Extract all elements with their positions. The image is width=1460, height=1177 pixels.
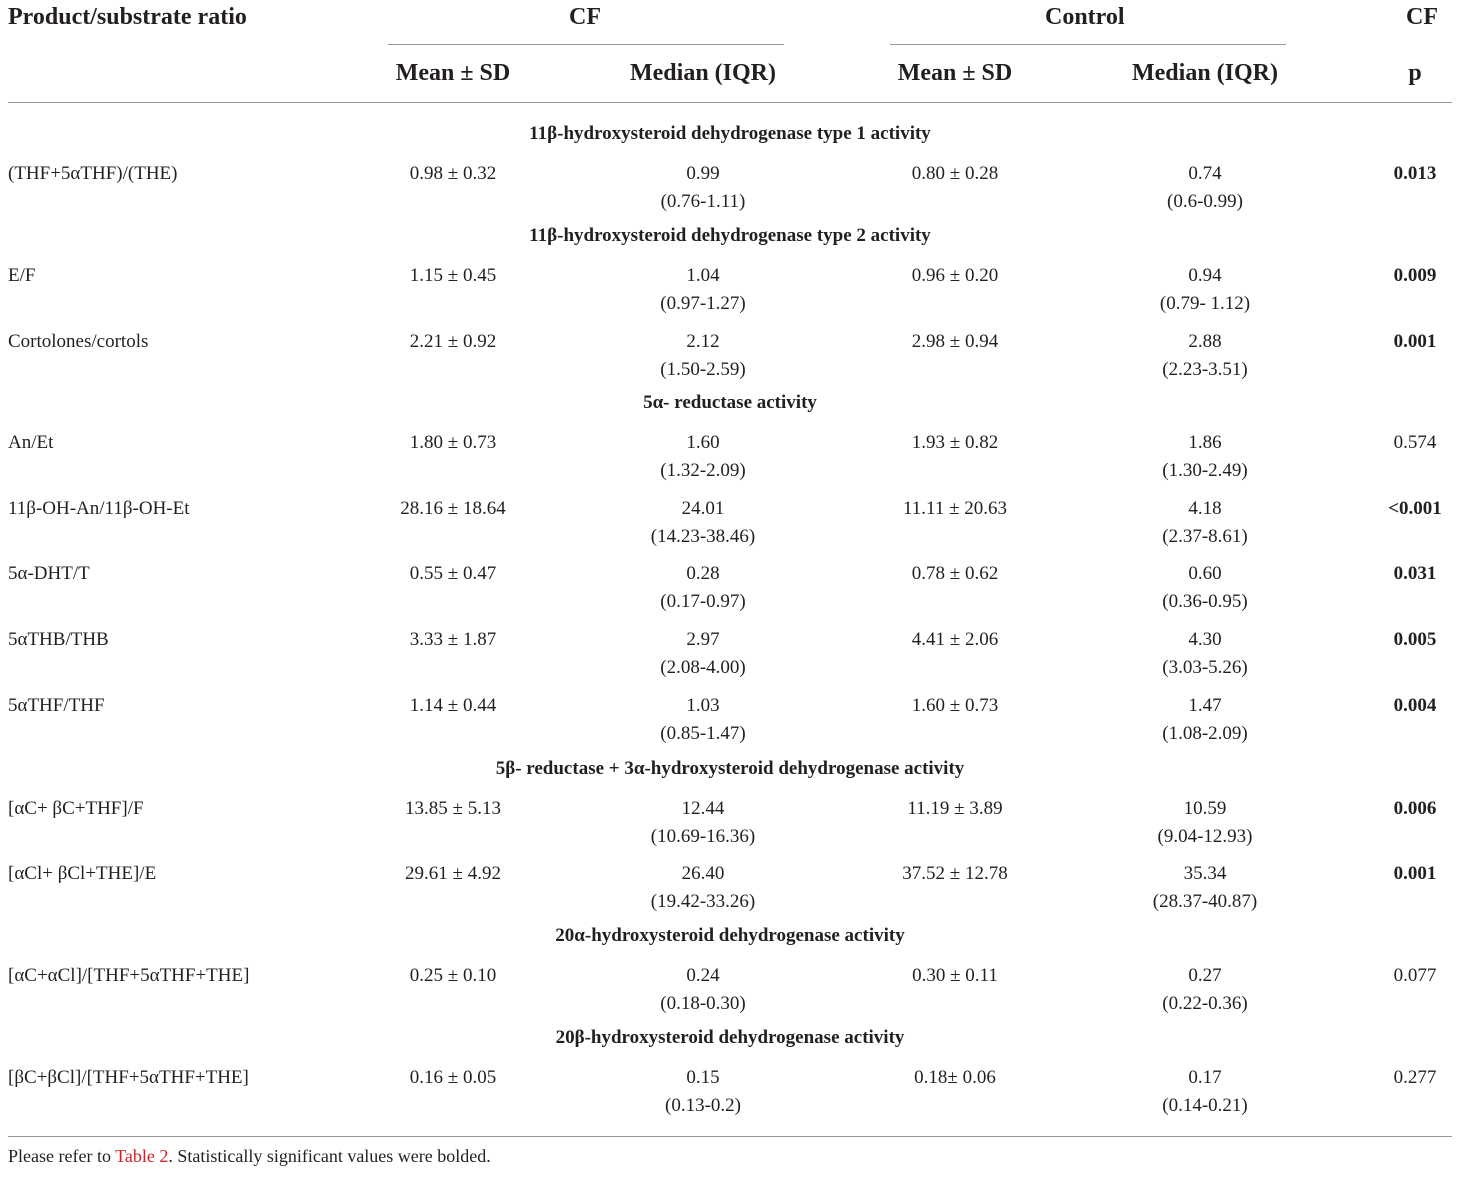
cell-text: 11β-OH-An/11β-OH-Et	[8, 498, 190, 519]
ratio-cell	[8, 626, 348, 654]
table-row	[8, 495, 1452, 557]
control-median-cell	[1120, 495, 1290, 551]
cell-text: 0.78 ± 0.62	[911, 563, 999, 584]
cell-text: 0.27	[1188, 965, 1222, 986]
cell-text: 11.19 ± 3.89	[907, 798, 1003, 819]
table-row	[8, 429, 1452, 491]
cf-median-cell	[618, 626, 788, 682]
cell-text: E/F	[8, 265, 36, 286]
p-value: 0.013	[1393, 163, 1437, 184]
ratio-cell	[8, 560, 348, 588]
ratio-cell	[8, 495, 348, 523]
cf-mean-cell	[376, 560, 530, 588]
cell-text: 5α-DHT/T	[8, 563, 90, 584]
iqr-text: (10.69-16.36)	[650, 826, 756, 847]
p-value-cell	[1378, 1064, 1452, 1092]
p-value-cell	[1378, 560, 1452, 588]
control-mean-cell	[878, 860, 1032, 888]
p-value-cell	[1378, 495, 1452, 523]
cell-text: 4.41 ± 2.06	[911, 629, 999, 650]
cell-text: [βC+βCl]/[THF+5αTHF+THE]	[8, 1067, 249, 1088]
section-heading: 11β-hydroxysteroid dehydrogenase type 2 activity	[529, 225, 931, 246]
iqr-text: (0.13-0.2)	[665, 1095, 741, 1116]
cf-median-cell	[618, 262, 788, 318]
cell-text: 0.16 ± 0.05	[409, 1067, 497, 1088]
iqr-text: (0.79- 1.12)	[1159, 293, 1251, 314]
cell-text: 4.18	[1188, 498, 1222, 519]
p-value: 0.001	[1393, 863, 1437, 884]
cell-text: 0.55 ± 0.47	[409, 563, 497, 584]
control-mean-cell	[878, 560, 1032, 588]
header-group-cf: CF	[569, 4, 601, 30]
iqr-text: (1.32-2.09)	[660, 460, 746, 481]
cell-text: 2.97	[686, 629, 720, 650]
cell-text: 0.25 ± 0.10	[409, 965, 497, 986]
p-value: 0.005	[1393, 629, 1437, 650]
cell-text: 24.01	[681, 498, 725, 519]
cell-text: 35.34	[1183, 863, 1227, 884]
cell-text: (THF+5αTHF)/(THE)	[8, 163, 178, 184]
header-control-mean: Mean ± SD	[897, 60, 1013, 86]
p-value: 0.006	[1393, 798, 1437, 819]
p-value: 0.077	[1393, 965, 1437, 986]
cell-text: 5αTHF/THF	[8, 695, 105, 716]
ratio-cell	[8, 262, 348, 290]
cell-text: 10.59	[1183, 798, 1227, 819]
control-median-cell	[1120, 860, 1290, 916]
table-row	[8, 795, 1452, 857]
ratio-cell	[8, 860, 348, 888]
cell-text: 1.60	[686, 432, 720, 453]
cf-mean-cell	[376, 860, 530, 888]
cf-mean-cell	[376, 795, 530, 823]
cell-text: 1.80 ± 0.73	[409, 432, 497, 453]
p-value: 0.004	[1393, 695, 1437, 716]
control-mean-cell	[878, 795, 1032, 823]
cf-mean-cell	[376, 262, 530, 290]
cf-median-cell	[618, 560, 788, 616]
control-median-cell	[1120, 795, 1290, 851]
ratio-cell	[8, 692, 348, 720]
p-value: 0.009	[1393, 265, 1437, 286]
p-value: 0.031	[1393, 563, 1437, 584]
p-value: <0.001	[1388, 498, 1442, 519]
control-median-cell	[1120, 692, 1290, 748]
iqr-text: (28.37-40.87)	[1152, 891, 1258, 912]
control-mean-cell	[878, 160, 1032, 188]
cell-text: 0.15	[686, 1067, 720, 1088]
section-heading: 20β-hydroxysteroid dehydrogenase activity	[555, 1027, 905, 1048]
cf-median-cell	[618, 795, 788, 851]
header-group-p: CF	[1406, 4, 1438, 30]
cell-text: [αC+ βC+THF]/F	[8, 798, 144, 819]
cell-text: 0.96 ± 0.20	[911, 265, 999, 286]
iqr-text: (2.37-8.61)	[1162, 526, 1248, 547]
iqr-text: (9.04-12.93)	[1157, 826, 1253, 847]
header-ratio: Product/substrate ratio	[8, 4, 247, 30]
cf-median-cell	[618, 429, 788, 485]
cell-text: 37.52 ± 12.78	[902, 863, 1008, 884]
cell-text: 1.03	[686, 695, 720, 716]
table-row	[8, 626, 1452, 688]
p-value-cell	[1378, 429, 1452, 457]
cell-text: 5αTHB/THB	[8, 629, 109, 650]
iqr-text: (1.08-2.09)	[1162, 723, 1248, 744]
footnote-prefix: Please refer to	[8, 1146, 116, 1166]
ratio-cell	[8, 429, 348, 457]
control-median-cell	[1120, 962, 1290, 1018]
footnote	[8, 1146, 491, 1167]
header-p: p	[1408, 60, 1422, 86]
iqr-text: (0.76-1.11)	[660, 191, 746, 212]
control-median-cell	[1120, 626, 1290, 682]
cell-text: 12.44	[681, 798, 725, 819]
control-mean-cell	[878, 495, 1032, 523]
header-control-median: Median (IQR)	[1132, 60, 1278, 86]
section-heading: 5α- reductase activity	[643, 392, 817, 413]
control-median-cell	[1120, 560, 1290, 616]
header-cf-median: Median (IQR)	[630, 60, 776, 86]
control-span-rule	[890, 44, 1286, 45]
cell-text: 0.98 ± 0.32	[409, 163, 497, 184]
iqr-text: (2.08-4.00)	[660, 657, 746, 678]
section-heading: 20α-hydroxysteroid dehydrogenase activity	[555, 925, 905, 946]
iqr-text: (0.22-0.36)	[1162, 993, 1248, 1014]
control-mean-cell	[878, 262, 1032, 290]
iqr-text: (1.50-2.59)	[660, 359, 746, 380]
cell-text: 0.99	[686, 163, 720, 184]
cell-text: 1.86	[1188, 432, 1222, 453]
control-median-cell	[1120, 328, 1290, 384]
ratio-cell	[8, 962, 348, 990]
table-container	[8, 0, 1452, 1166]
cell-text: 2.12	[686, 331, 720, 352]
cell-text: 0.80 ± 0.28	[911, 163, 999, 184]
cell-text: 1.93 ± 0.82	[911, 432, 999, 453]
p-value: 0.277	[1393, 1067, 1437, 1088]
header-cf-mean: Mean ± SD	[395, 60, 511, 86]
cell-text: 1.15 ± 0.45	[409, 265, 497, 286]
iqr-text: (14.23-38.46)	[650, 526, 756, 547]
cell-text: 2.21 ± 0.92	[409, 331, 497, 352]
control-median-cell	[1120, 160, 1290, 216]
cell-text: 4.30	[1188, 629, 1222, 650]
p-value-cell	[1378, 626, 1452, 654]
p-value: 0.574	[1393, 432, 1437, 453]
p-value-cell	[1378, 160, 1452, 188]
p-value-cell	[1378, 328, 1452, 356]
iqr-text: (0.14-0.21)	[1162, 1095, 1248, 1116]
p-value: 0.001	[1393, 331, 1437, 352]
cf-median-cell	[618, 328, 788, 384]
cell-text: 1.47	[1188, 695, 1222, 716]
cell-text: 0.74	[1188, 163, 1222, 184]
section-heading: 5β- reductase + 3α-hydroxysteroid dehydrogenase activity	[495, 758, 965, 779]
cell-text: 3.33 ± 1.87	[409, 629, 497, 650]
cell-text: 0.30 ± 0.11	[912, 965, 998, 986]
iqr-text: (0.18-0.30)	[660, 993, 746, 1014]
iqr-text: (0.6-0.99)	[1167, 191, 1243, 212]
cell-text: 13.85 ± 5.13	[405, 798, 501, 819]
cell-text: 2.98 ± 0.94	[911, 331, 999, 352]
control-mean-cell	[878, 626, 1032, 654]
cf-mean-cell	[376, 962, 530, 990]
control-median-cell	[1120, 262, 1290, 318]
table-row	[8, 692, 1452, 754]
table-row	[8, 860, 1452, 922]
header-row-columns	[8, 46, 1452, 103]
cf-mean-cell	[376, 1064, 530, 1092]
table-row	[8, 1064, 1452, 1126]
control-mean-cell	[878, 692, 1032, 720]
cf-median-cell	[618, 860, 788, 916]
table-row	[8, 328, 1452, 390]
cf-mean-cell	[376, 692, 530, 720]
cell-text: [αC+αCl]/[THF+5αTHF+THE]	[8, 965, 250, 986]
cf-mean-cell	[376, 626, 530, 654]
ratio-cell	[8, 160, 348, 188]
cell-text: Cortolones/cortols	[8, 331, 149, 352]
iqr-text: (0.17-0.97)	[660, 591, 746, 612]
cell-text: 0.60	[1188, 563, 1222, 584]
table-row	[8, 962, 1452, 1024]
cell-text: 0.94	[1188, 265, 1222, 286]
cell-text: 0.18± 0.06	[914, 1067, 996, 1088]
iqr-text: (0.97-1.27)	[660, 293, 746, 314]
cell-text: 11.11 ± 20.63	[902, 498, 1008, 519]
iqr-text: (1.30-2.49)	[1162, 460, 1248, 481]
table-row	[8, 560, 1452, 622]
footnote-table-link[interactable]: Table 2	[115, 1146, 169, 1166]
ratio-cell	[8, 1064, 348, 1092]
cf-median-cell	[618, 495, 788, 551]
cf-mean-cell	[376, 429, 530, 457]
cf-median-cell	[618, 692, 788, 748]
table-body	[8, 103, 1452, 1137]
control-median-cell	[1120, 1064, 1290, 1120]
control-median-cell	[1120, 429, 1290, 485]
cell-text: 1.04	[686, 265, 720, 286]
control-mean-cell	[878, 1064, 1032, 1092]
iqr-text: (0.36-0.95)	[1162, 591, 1248, 612]
cell-text: 28.16 ± 18.64	[400, 498, 506, 519]
table-row	[8, 160, 1452, 222]
control-mean-cell	[878, 328, 1032, 356]
cell-text: 0.24	[686, 965, 720, 986]
cf-span-rule	[388, 44, 784, 45]
cell-text: 1.14 ± 0.44	[409, 695, 497, 716]
section-heading: 11β-hydroxysteroid dehydrogenase type 1 activity	[529, 123, 931, 144]
ratio-cell	[8, 795, 348, 823]
p-value-cell	[1378, 962, 1452, 990]
cf-mean-cell	[376, 495, 530, 523]
iqr-text: (19.42-33.26)	[650, 891, 756, 912]
p-value-cell	[1378, 262, 1452, 290]
control-mean-cell	[878, 429, 1032, 457]
cell-text: 1.60 ± 0.73	[911, 695, 999, 716]
cf-mean-cell	[376, 160, 530, 188]
iqr-text: (3.03-5.26)	[1162, 657, 1248, 678]
ratio-cell	[8, 328, 348, 356]
control-mean-cell	[878, 962, 1032, 990]
iqr-text: (0.85-1.47)	[660, 723, 746, 744]
header-group-control: Control	[1045, 4, 1125, 30]
p-value-cell	[1378, 692, 1452, 720]
cell-text: 26.40	[681, 863, 725, 884]
cf-mean-cell	[376, 328, 530, 356]
cell-text: [αCl+ βCl+THE]/E	[8, 863, 157, 884]
cell-text: 0.17	[1188, 1067, 1222, 1088]
cf-median-cell	[618, 962, 788, 1018]
cell-text: 29.61 ± 4.92	[405, 863, 501, 884]
cell-text: 2.88	[1188, 331, 1222, 352]
p-value-cell	[1378, 860, 1452, 888]
cell-text: An/Et	[8, 432, 54, 453]
cell-text: 0.28	[686, 563, 720, 584]
footnote-suffix: . Statistically significant values were bolded.	[168, 1146, 491, 1166]
cf-median-cell	[618, 1064, 788, 1120]
table-row	[8, 262, 1452, 324]
header-row-groups	[8, 0, 1452, 46]
cf-median-cell	[618, 160, 788, 216]
p-value-cell	[1378, 795, 1452, 823]
iqr-text: (2.23-3.51)	[1162, 359, 1248, 380]
